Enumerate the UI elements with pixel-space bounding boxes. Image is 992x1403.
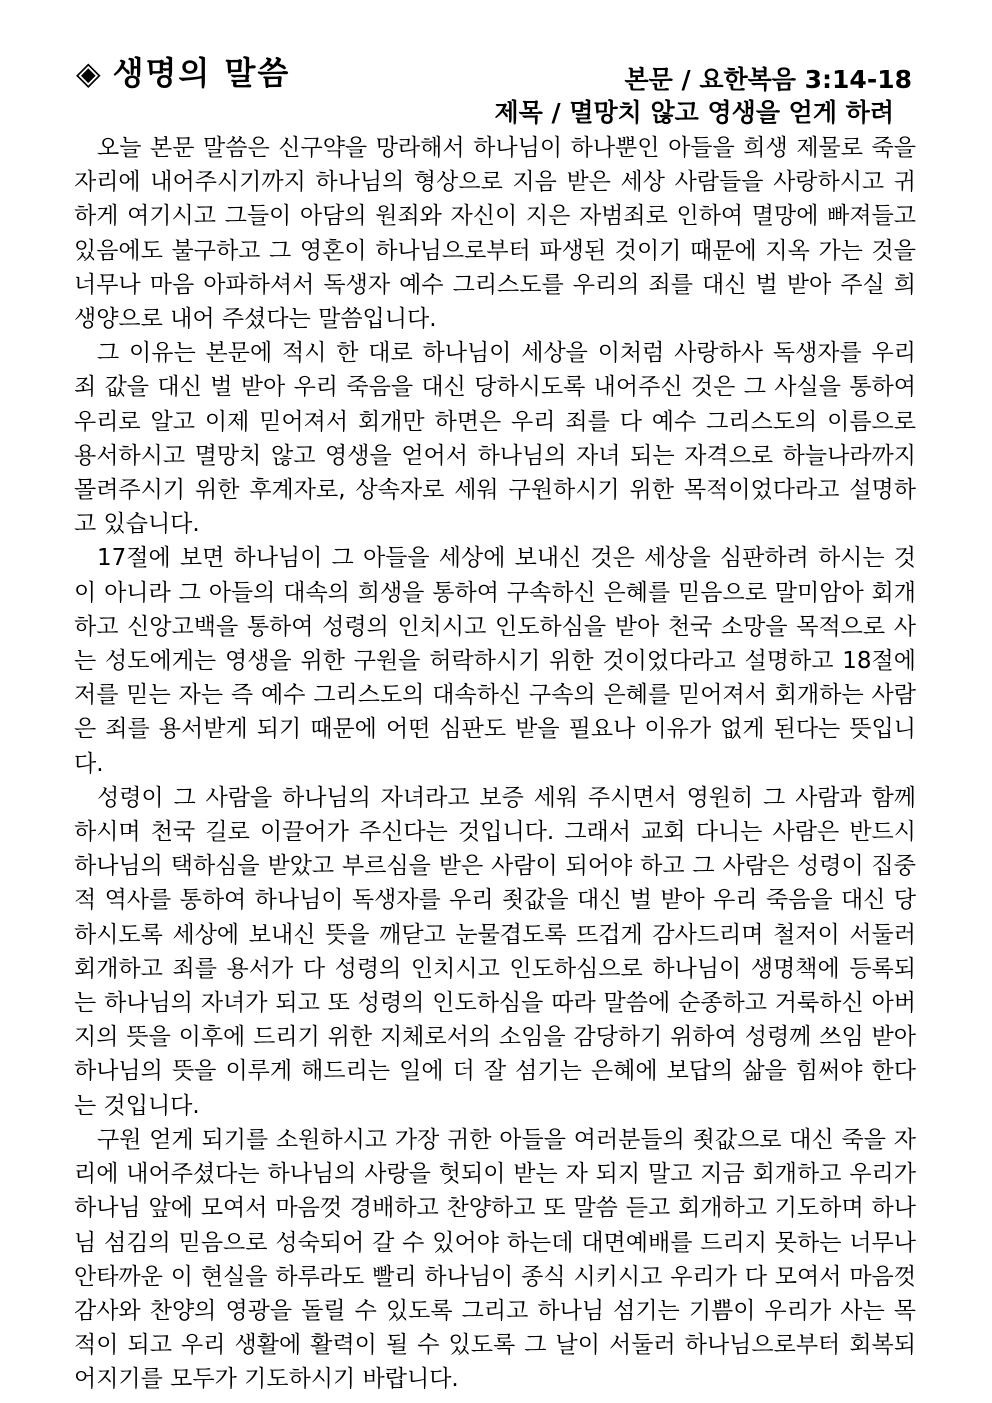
sermon-body	[74, 131, 916, 1397]
paragraph-1: 오늘 본문 말씀은 신구약을 망라해서 하나님이 하나뿐인 아들을 희생 제물로 죽을 자리에 내어주시기까지 하나님의 형상으로 지음 받은 세상 사람들을 사랑하시고 귀하게 여기시고 그들이 아담의 원죄와 자신이 지은 자범죄로 인하여 멸망에 빠져들고 있음에도 불구하고 그 영혼이 하나님으로부터 파생된 것이기 때문에 지옥 가는 것을 너무나 마음 아파하셔서 독생자 예수 그리스도를 우리의 죄를 대신 벌 받아 주실 희생양으로 내어 주셨다는 말씀입니다.	[74, 135, 916, 333]
scripture-reference: 본문 / 요한복음 3:14-18	[624, 65, 912, 94]
paragraph-4: 성령이 그 사람을 하나님의 자녀라고 보증 세워 주시면서 영원히 그 사람과 함께 하시며 천국 길로 이끌어가 주신다는 것입니다. 그래서 교회 다니는 사람은 반드시 하나님의 택하심을 받았고 부르심을 받은 사람이 되어야 하고 그 사람은 성령이 집중적 역사를 통하여 하나님이 독생자를 우리 죗값을 대신 벌 받아 우리 죽음을 대신 당하시도록 세상에 보내신 뜻을 깨닫고 눈물겹도록 뜨겁게 감사드리며 철저이 서둘러 회개하고 죄를 용서가 다 성령의 인치시고 인도하심으로 하나님이 생명책에 등록되는 하나님의 자녀가 되고 또 성령의 인도하심을 따라 말씀에 순종하고 거룩하신 아버지의 뜻을 이후에 드리기 위한 지체로서의 소임을 감당하기 위하여 성령께 쓰임 받아 하나님의 뜻을 이루게 해드리는 일에 더 잘 섬기는 은혜에 보답의 삶을 힘써야 한다는 것입니다.	[74, 784, 916, 1119]
diamond-bullet-icon: ◈	[76, 54, 103, 92]
sermon-title	[76, 48, 290, 94]
sermon-title-text: 생명의 말씀	[112, 54, 291, 92]
paragraph-3: 17절에 보면 하나님이 그 아들을 세상에 보내신 것은 세상을 심판하려 하시는 것이 아니라 그 아들의 대속의 희생을 통하여 구속하신 은혜를 믿음으로 말미암아 회개하고 신앙고백을 통하여 성령의 인치시고 인도하심을 받아 천국 소망을 목적으로 사는 성도에게는 영생을 위한 구원을 허락하시기 위한 것이었다라고 설명하고 18절에 저를 믿는 자는 즉 예수 그리스도의 대속하신 구속의 은혜를 믿어져서 회개하는 사람은 죄를 용서받게 되기 때문에 어떤 심판도 받을 필요나 이유가 없게 된다는 뜻입니다.	[74, 545, 916, 777]
paragraph-2: 그 이유는 본문에 적시 한 대로 하나님이 세상을 이처럼 사랑하사 독생자를 우리 죄 값을 대신 벌 받아 우리 죽음을 대신 당하시도록 내어주신 것은 그 사실을 통하여 우리로 알고 이제 믿어져서 회개만 하면은 우리 죄를 다 예수 그리스도의 이름으로 용서하시고 멸망치 않고 영생을 얻어서 하나님의 자녀 되는 자격으로 하늘나라까지 몰려주시기 위한 후계자로, 상속자로 세워 구원하시기 위한 목적이었다라고 설명하고 있습니다.	[74, 340, 916, 538]
paragraph-5: 구원 얻게 되기를 소원하시고 가장 귀한 아들을 여러분들의 죗값으로 대신 죽을 자리에 내어주셨다는 하나님의 사랑을 헛되이 받는 자 되지 말고 지금 회개하고 우리가 하나님 앞에 모여서 마음껏 경배하고 찬양하고 또 말씀 듣고 회개하고 기도하며 하나님 섬김의 믿음으로 성숙되어 갈 수 있어야 하는데 대면예배를 드리지 못하는 너무나 안타까운 이 현실을 하루라도 빨리 하나님이 종식 시키시고 우리가 다 모여서 마음껏 감사와 찬양의 영광을 돌릴 수 있도록 그리고 하나님 섬기는 기쁨이 우리가 사는 목적이 되고 우리 생활에 활력이 될 수 있도록 그 날이 서둘러 하나님으로부터 회복되어지기를 모두가 기도하시기 바랍니다.	[74, 1126, 916, 1393]
sermon-subject: 제목 / 멸망치 않고 영생을 얻게 하려	[494, 98, 894, 127]
